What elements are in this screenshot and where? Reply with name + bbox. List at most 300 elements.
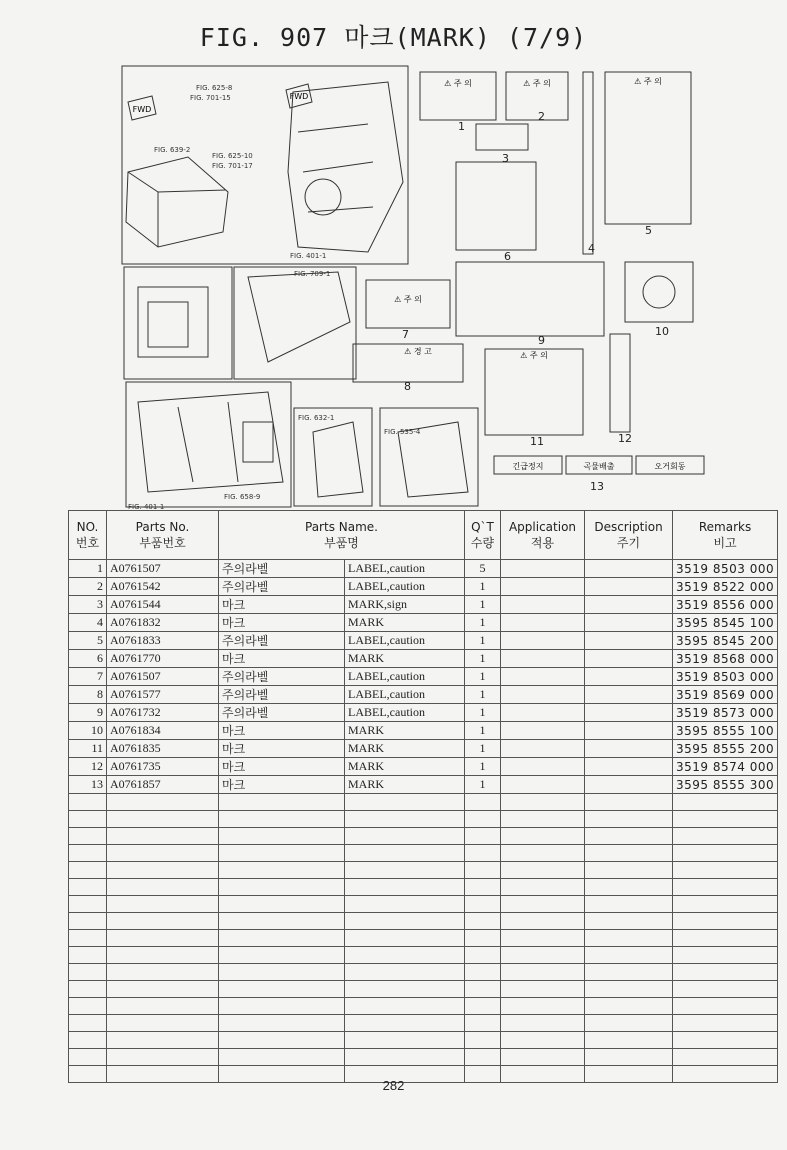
cell-empty [585,862,673,879]
cell-empty [585,879,673,896]
cell-no: 4 [69,614,107,632]
table-row [69,828,778,845]
cell-no: 3 [69,596,107,614]
cell-empty [501,704,585,722]
cell-no: 2 [69,578,107,596]
cell-qty: 1 [465,614,501,632]
cell-name-ko: 주의라벨 [219,578,345,596]
svg-text:13: 13 [590,480,604,493]
cell-empty [501,981,585,998]
cell-empty [585,740,673,758]
cell-empty [585,614,673,632]
cell-no [69,1015,107,1032]
cell-no [69,862,107,879]
cell-no: 7 [69,668,107,686]
cell-qty: 1 [465,758,501,776]
cell-name-en: LABEL,caution [345,704,465,722]
cell-remarks: 3595 8545 100 [673,614,778,632]
cell-empty [585,981,673,998]
header-part-no: Parts No. 부품번호 [107,511,219,560]
cell-empty [585,896,673,913]
cell-name-en: MARK [345,776,465,794]
cell-empty [501,776,585,794]
header-description: Description 주기 [585,511,673,560]
table-row [69,947,778,964]
cell-empty [585,596,673,614]
cell-name-ko [219,828,345,845]
svg-text:FIG. 658-9: FIG. 658-9 [224,493,261,501]
panel-hopper [234,267,356,379]
table-row [69,964,778,981]
svg-text:10: 10 [655,325,669,338]
cell-empty [501,668,585,686]
panel-controller [124,267,232,379]
cell-empty [585,964,673,981]
cell-name-en [345,879,465,896]
cell-part-no: A0761542 [107,578,219,596]
header-no: NO. 번호 [69,511,107,560]
cell-name-ko [219,930,345,947]
cell-name-ko: 마크 [219,740,345,758]
cell-no: 12 [69,758,107,776]
cell-empty [585,758,673,776]
svg-text:FIG. 701-17: FIG. 701-17 [212,162,253,170]
svg-text:11: 11 [530,435,544,448]
cell-qty [465,947,501,964]
svg-text:FWD: FWD [289,92,309,101]
cell-remarks [673,879,778,896]
cell-empty [501,758,585,776]
cell-remarks [673,828,778,845]
cell-part-no: A0761507 [107,560,219,578]
cell-empty [501,913,585,930]
table-row [69,596,778,614]
cell-name-en [345,998,465,1015]
cell-name-ko [219,998,345,1015]
cell-qty [465,1049,501,1066]
cell-name-en [345,964,465,981]
cell-empty [501,794,585,811]
table-row [69,632,778,650]
caution-label-head-4: ⚠ 주 의 [520,351,548,360]
warning-label-head: ⚠ 경 고 [404,347,432,356]
cell-name-en: LABEL,caution [345,632,465,650]
cell-empty [501,1032,585,1049]
cell-name-en: LABEL,caution [345,578,465,596]
cell-qty [465,845,501,862]
table-row [69,794,778,811]
grain-discharge-label: 곡물배출 [583,462,615,471]
cell-part-no: A0761833 [107,632,219,650]
svg-text:FWD: FWD [132,105,152,114]
cell-part-no [107,998,219,1015]
table-row [69,704,778,722]
table-row [69,740,778,758]
cell-remarks [673,845,778,862]
table-row [69,998,778,1015]
cell-empty [585,913,673,930]
cell-no: 8 [69,686,107,704]
cell-qty [465,964,501,981]
svg-text:FIG. 632-1: FIG. 632-1 [298,414,335,422]
cell-name-en [345,845,465,862]
table-row [69,758,778,776]
cell-remarks: 3519 8522 000 [673,578,778,596]
cell-part-no [107,794,219,811]
cell-empty [501,845,585,862]
cell-empty [585,650,673,668]
cell-empty [585,811,673,828]
cell-no [69,811,107,828]
svg-text:6: 6 [504,250,511,263]
cell-qty: 1 [465,776,501,794]
cell-remarks: 3595 8555 300 [673,776,778,794]
header-part-name: Parts Name. 부품명 [219,511,465,560]
cell-no [69,794,107,811]
table-row [69,981,778,998]
cell-remarks: 3519 8503 000 [673,668,778,686]
cell-empty [501,998,585,1015]
cell-empty [585,794,673,811]
table-row [69,845,778,862]
cell-name-en [345,913,465,930]
cell-remarks: 3595 8555 200 [673,740,778,758]
cell-name-en: MARK [345,614,465,632]
svg-text:9: 9 [538,334,545,347]
cell-part-no [107,879,219,896]
cell-remarks [673,896,778,913]
cell-remarks: 3595 8555 100 [673,722,778,740]
cell-empty [585,930,673,947]
cell-no [69,947,107,964]
cell-qty [465,930,501,947]
cell-qty: 1 [465,578,501,596]
page-number: 282 [382,1078,405,1093]
table-row [69,614,778,632]
svg-text:FIG. 709-1: FIG. 709-1 [294,270,331,278]
svg-text:FIG. 401-1: FIG. 401-1 [128,503,165,510]
svg-text:3: 3 [502,152,509,165]
caution-label-head-3: ⚠ 주 의 [394,295,422,304]
cell-name-en [345,1015,465,1032]
cell-empty [501,632,585,650]
cell-part-no [107,981,219,998]
table-row [69,930,778,947]
cell-name-ko [219,862,345,879]
cell-remarks: 3519 8568 000 [673,650,778,668]
cell-remarks [673,1049,778,1066]
cell-empty [585,1015,673,1032]
cell-name-en: MARK [345,740,465,758]
cell-remarks: 3519 8573 000 [673,704,778,722]
table-row [69,668,778,686]
cell-name-ko [219,794,345,811]
cell-name-ko: 마크 [219,758,345,776]
cell-empty [501,964,585,981]
cell-qty: 5 [465,560,501,578]
cell-name-en: MARK,sign [345,596,465,614]
cell-no [69,879,107,896]
cell-name-ko: 주의라벨 [219,704,345,722]
cell-no [69,828,107,845]
cell-qty: 1 [465,668,501,686]
svg-text:FIG. 701-15: FIG. 701-15 [190,94,231,102]
cell-part-no: A0761835 [107,740,219,758]
table-row [69,1015,778,1032]
cell-remarks [673,964,778,981]
cell-empty [501,896,585,913]
cell-name-en [345,828,465,845]
cell-empty [585,632,673,650]
cell-name-ko [219,1049,345,1066]
cell-part-no: A0761735 [107,758,219,776]
cell-empty [585,947,673,964]
cell-name-en: LABEL,caution [345,560,465,578]
cell-empty [501,596,585,614]
cell-part-no: A0761832 [107,614,219,632]
cell-empty [585,722,673,740]
cell-no [69,845,107,862]
cell-remarks [673,981,778,998]
svg-text:4: 4 [588,242,595,255]
cell-part-no [107,1049,219,1066]
svg-text:FIG. 639-2: FIG. 639-2 [154,146,191,154]
cell-part-no [107,862,219,879]
cell-empty [501,947,585,964]
table-row [69,650,778,668]
cell-name-ko [219,964,345,981]
cell-name-ko: 주의라벨 [219,668,345,686]
table-row [69,811,778,828]
cell-name-en [345,862,465,879]
cell-no [69,896,107,913]
cell-remarks: 3595 8545 200 [673,632,778,650]
cell-remarks: 3519 8574 000 [673,758,778,776]
cell-qty [465,811,501,828]
panel-fig-632 [294,408,372,506]
cell-no [69,998,107,1015]
cell-name-en: MARK [345,650,465,668]
header-remarks: Remarks 비고 [673,511,778,560]
cell-no: 13 [69,776,107,794]
cell-qty [465,981,501,998]
cell-no [69,1032,107,1049]
cell-name-en [345,1032,465,1049]
cell-no [69,964,107,981]
cell-no: 1 [69,560,107,578]
cell-qty [465,879,501,896]
page-title: FIG. 907 마크(MARK) (7/9) [199,23,588,52]
cell-empty [501,879,585,896]
cell-name-ko [219,1032,345,1049]
svg-text:1: 1 [458,120,465,133]
cell-name-en: MARK [345,758,465,776]
cell-remarks [673,913,778,930]
cell-qty: 1 [465,704,501,722]
cell-qty [465,794,501,811]
parts-illustration [118,62,730,510]
cell-empty [501,578,585,596]
cell-name-ko [219,947,345,964]
svg-text:FIG. 625-10: FIG. 625-10 [212,152,253,160]
table-row [69,913,778,930]
svg-text:7: 7 [402,328,409,341]
cell-name-ko [219,1015,345,1032]
svg-text:8: 8 [404,380,411,393]
cell-remarks: 3519 8569 000 [673,686,778,704]
cell-qty [465,1032,501,1049]
cell-part-no: A0761834 [107,722,219,740]
panel-cover-assembly [122,66,408,264]
cell-remarks [673,794,778,811]
table-row [69,776,778,794]
cell-empty [501,614,585,632]
table-row [69,1032,778,1049]
cell-qty: 1 [465,596,501,614]
cell-qty [465,998,501,1015]
cell-qty: 1 [465,722,501,740]
cell-empty [585,845,673,862]
cell-empty [585,776,673,794]
cell-name-ko: 마크 [219,614,345,632]
cell-name-ko [219,913,345,930]
cell-name-ko [219,811,345,828]
cell-name-ko: 마크 [219,596,345,614]
cell-remarks [673,947,778,964]
cell-name-ko: 주의라벨 [219,560,345,578]
cell-no: 11 [69,740,107,758]
header-application: Application 적용 [501,511,585,560]
cell-empty [585,998,673,1015]
cell-remarks [673,862,778,879]
cell-empty [585,828,673,845]
table-row [69,896,778,913]
cell-name-ko: 마크 [219,722,345,740]
cell-name-en [345,811,465,828]
cell-part-no [107,913,219,930]
cell-qty: 1 [465,650,501,668]
cell-part-no [107,947,219,964]
emergency-stop-label: 긴급정지 [512,462,544,471]
cell-name-ko: 마크 [219,650,345,668]
table-row [69,1049,778,1066]
cell-name-en [345,981,465,998]
cell-name-ko [219,896,345,913]
cell-remarks: 3519 8556 000 [673,596,778,614]
cell-name-ko: 주의라벨 [219,686,345,704]
cell-part-no: A0761577 [107,686,219,704]
header-qty: Q`T 수량 [465,511,501,560]
cell-name-en [345,794,465,811]
cell-part-no [107,1032,219,1049]
cell-name-en [345,1049,465,1066]
cell-empty [501,862,585,879]
caution-label-head: ⚠ 주 의 [444,79,472,88]
cell-part-no: A0761857 [107,776,219,794]
cell-name-ko: 주의라벨 [219,632,345,650]
cell-no: 9 [69,704,107,722]
cell-empty [585,1049,673,1066]
table-header-row [69,511,778,560]
cell-empty [501,560,585,578]
cell-qty [465,913,501,930]
cell-empty [585,704,673,722]
cell-no [69,913,107,930]
cell-remarks [673,998,778,1015]
cell-empty [501,686,585,704]
cell-name-en [345,930,465,947]
cell-no [69,1049,107,1066]
cell-name-en [345,947,465,964]
cell-empty [501,811,585,828]
cell-empty [585,668,673,686]
cell-remarks: 3519 8503 000 [673,560,778,578]
table-row [69,862,778,879]
svg-text:5: 5 [645,224,652,237]
cell-part-no: A0761507 [107,668,219,686]
cell-name-en [345,896,465,913]
cell-part-no: A0761732 [107,704,219,722]
svg-text:12: 12 [618,432,632,445]
cell-part-no [107,828,219,845]
figure-references [128,84,421,510]
cell-qty [465,1015,501,1032]
cell-qty: 1 [465,686,501,704]
caution-label-head-5: ⚠ 주 의 [634,77,662,86]
cell-empty [585,686,673,704]
parts-table [68,510,778,1083]
table-row [69,879,778,896]
cell-empty [501,740,585,758]
cell-name-en: MARK [345,722,465,740]
cell-empty [501,650,585,668]
cell-part-no [107,811,219,828]
cell-no [69,930,107,947]
cell-qty [465,828,501,845]
cell-remarks [673,930,778,947]
cell-part-no [107,930,219,947]
table-row [69,722,778,740]
cell-qty [465,896,501,913]
cell-name-ko [219,845,345,862]
svg-text:2: 2 [538,110,545,123]
cell-name-ko: 마크 [219,776,345,794]
cell-part-no: A0761770 [107,650,219,668]
cell-no: 6 [69,650,107,668]
cell-name-en: LABEL,caution [345,686,465,704]
cell-part-no [107,964,219,981]
cell-part-no: A0761544 [107,596,219,614]
cell-remarks [673,811,778,828]
cell-no: 5 [69,632,107,650]
cell-empty [501,828,585,845]
caution-label-head-2: ⚠ 주 의 [523,79,551,88]
svg-text:FIG. 401-1: FIG. 401-1 [290,252,327,260]
table-row [69,560,778,578]
cell-empty [585,578,673,596]
cell-qty: 1 [465,740,501,758]
cell-qty: 1 [465,632,501,650]
table-row [69,686,778,704]
cell-part-no [107,1015,219,1032]
cell-no: 10 [69,722,107,740]
cell-no [69,981,107,998]
cell-name-ko [219,981,345,998]
cell-empty [501,1015,585,1032]
cell-name-en: LABEL,caution [345,668,465,686]
svg-text:FIG. 625-8: FIG. 625-8 [196,84,233,92]
cell-remarks [673,1032,778,1049]
